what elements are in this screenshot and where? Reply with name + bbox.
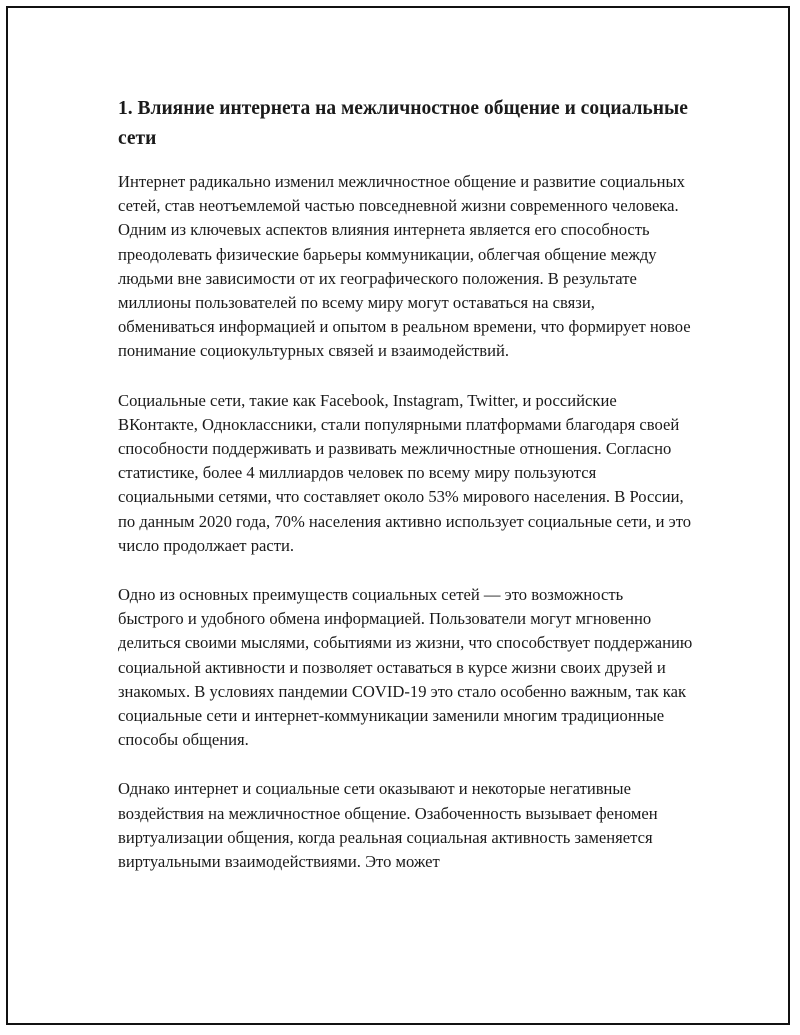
paragraph: Однако интернет и социальные сети оказывают и некоторые негативные воздействия на межличностное общение. Озабоченность вызывает феномен виртуализации общения, когда реальная социальная активность заменяется виртуальными взаимодействиями. Это может <box>118 779 658 872</box>
paragraph: Одно из основных преимуществ социальных сетей — это возможность быстрого и удобного обмена информацией. Пользователи могут мгновенно делиться своими мыслями, событиями из жизни, что способствует поддержанию социальной активности и позволяет оставаться в курсе жизни своих друзей и знакомых. В условиях пандемии COVID-19 это стало особенно важным, так как социальные сети и интернет-коммуникации заменили многим традиционные способы общения. <box>118 585 693 750</box>
document-body <box>118 94 693 899</box>
section-heading: 1. Влияние интернета на межличностное общение и социальные сети <box>118 98 688 149</box>
paragraph: Социальные сети, такие как Facebook, Instagram, Twitter, и российские ВКонтакте, Одноклассники, стали популярными платформами благодаря своей способности поддерживать и развивать межличностные отношения. Согласно статистике, более 4 миллиардов человек по всему миру пользуются социальными сетями, что составляет около 53% мирового населения. В России, по данным 2020 года, 70% населения активно использует социальные сети, и это число продолжает расти. <box>118 390 692 555</box>
paragraph: Интернет радикально изменил межличностное общение и развитие социальных сетей, став неотъемлемой частью повседневной жизни современного человека. Одним из ключевых аспектов влияния интернета является его способность преодолевать физические барьеры коммуникации, облегчая общение между людьми вне зависимости от их географического положения. В результате миллионы пользователей по всему миру могут оставаться на связи, обмениваться информацией и опытом в реальном времени, что формирует новое понимание социокультурных связей и взаимодействий. <box>118 172 691 361</box>
